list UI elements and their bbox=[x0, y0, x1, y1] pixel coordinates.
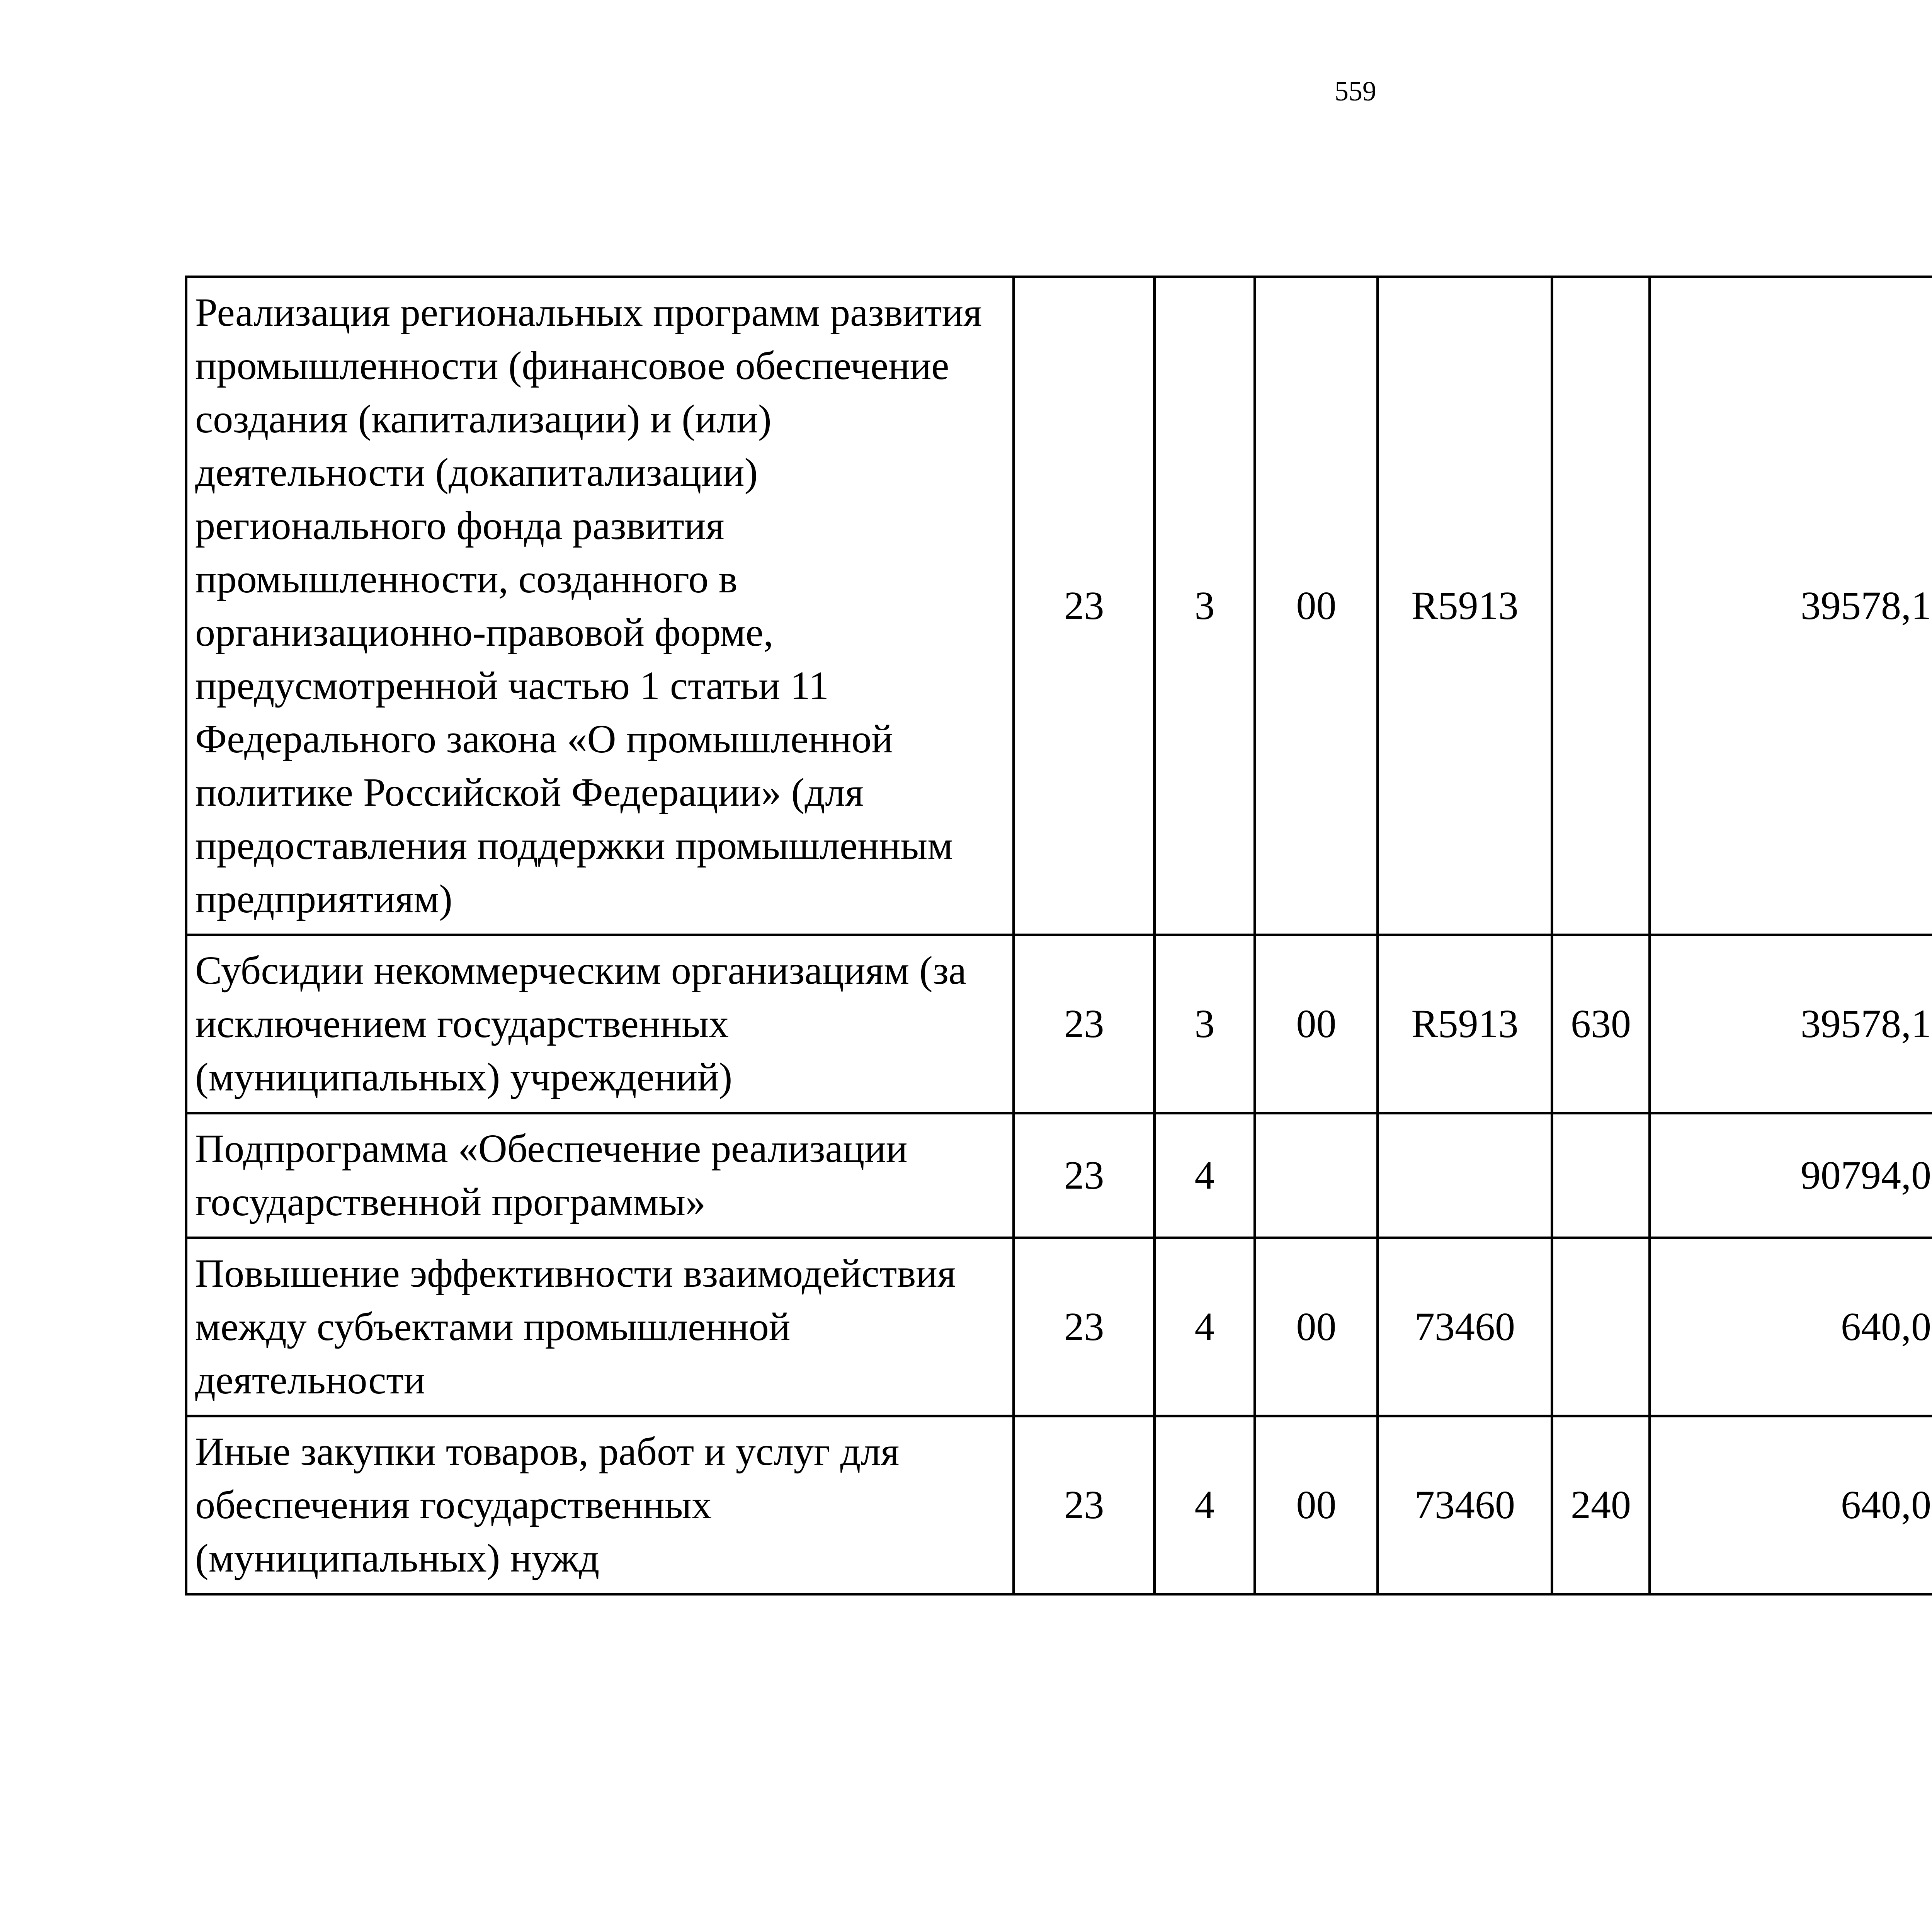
direction-code: 73460 bbox=[1378, 1416, 1552, 1594]
amount-year-1: 90794,0 bbox=[1650, 1113, 1932, 1238]
amount-year-1: 39578,1 bbox=[1650, 935, 1932, 1113]
program-code: 23 bbox=[1014, 1238, 1155, 1416]
table-row bbox=[186, 277, 1932, 935]
direction-code: R5913 bbox=[1378, 277, 1552, 935]
subprogram-code: 4 bbox=[1155, 1113, 1255, 1238]
subprogram-code: 3 bbox=[1155, 277, 1255, 935]
main-event-code: 00 bbox=[1255, 1416, 1378, 1594]
main-event-code: 00 bbox=[1255, 277, 1378, 935]
program-code: 23 bbox=[1014, 1113, 1155, 1238]
program-code: 23 bbox=[1014, 935, 1155, 1113]
row-description: Субсидии некоммерческим организациям (за исключением государственных (муниципальных) учреждений) bbox=[186, 935, 1014, 1113]
page-number: 559 bbox=[1335, 76, 1376, 107]
subprogram-code: 4 bbox=[1155, 1416, 1255, 1594]
expense-type-code bbox=[1552, 1113, 1650, 1238]
amount-year-1: 39578,1 bbox=[1650, 277, 1932, 935]
row-description: Повышение эффективности взаимодействия между субъектами промышленной деятельности bbox=[186, 1238, 1014, 1416]
direction-code: 73460 bbox=[1378, 1238, 1552, 1416]
direction-code bbox=[1378, 1113, 1552, 1238]
main-event-code: 00 bbox=[1255, 1238, 1378, 1416]
amount-year-1: 640,0 bbox=[1650, 1416, 1932, 1594]
row-description: Подпрограмма «Обеспечение реализации государственной программы» bbox=[186, 1113, 1014, 1238]
main-event-code: 00 bbox=[1255, 935, 1378, 1113]
table-row bbox=[186, 935, 1932, 1113]
direction-code: R5913 bbox=[1378, 935, 1552, 1113]
subprogram-code: 4 bbox=[1155, 1238, 1255, 1416]
expense-type-code bbox=[1552, 1238, 1650, 1416]
program-code: 23 bbox=[1014, 1416, 1155, 1594]
table-row bbox=[186, 1113, 1932, 1238]
amount-year-1: 640,0 bbox=[1650, 1238, 1932, 1416]
subprogram-code: 3 bbox=[1155, 935, 1255, 1113]
program-code: 23 bbox=[1014, 277, 1155, 935]
expense-type-code: 630 bbox=[1552, 935, 1650, 1113]
table-row bbox=[186, 1416, 1932, 1594]
expense-type-code bbox=[1552, 277, 1650, 935]
main-event-code bbox=[1255, 1113, 1378, 1238]
expense-type-code: 240 bbox=[1552, 1416, 1650, 1594]
budget-table bbox=[185, 276, 1932, 1596]
table-row bbox=[186, 1238, 1932, 1416]
row-description: Реализация региональных программ развития промышленности (финансовое обеспечение создания (капитализации) и (или) деятельности (докапитализации) регионального фонда развития промышленности, созданного в организационно-правовой форме, предусмотренной частью 1 статьи 11 Федерального закона «О промышленной политике Российской Федерации» (для предоставления поддержки промышленным предприятиям) bbox=[186, 277, 1014, 935]
row-description: Иные закупки товаров, работ и услуг для обеспечения государственных (муниципальных) нужд bbox=[186, 1416, 1014, 1594]
